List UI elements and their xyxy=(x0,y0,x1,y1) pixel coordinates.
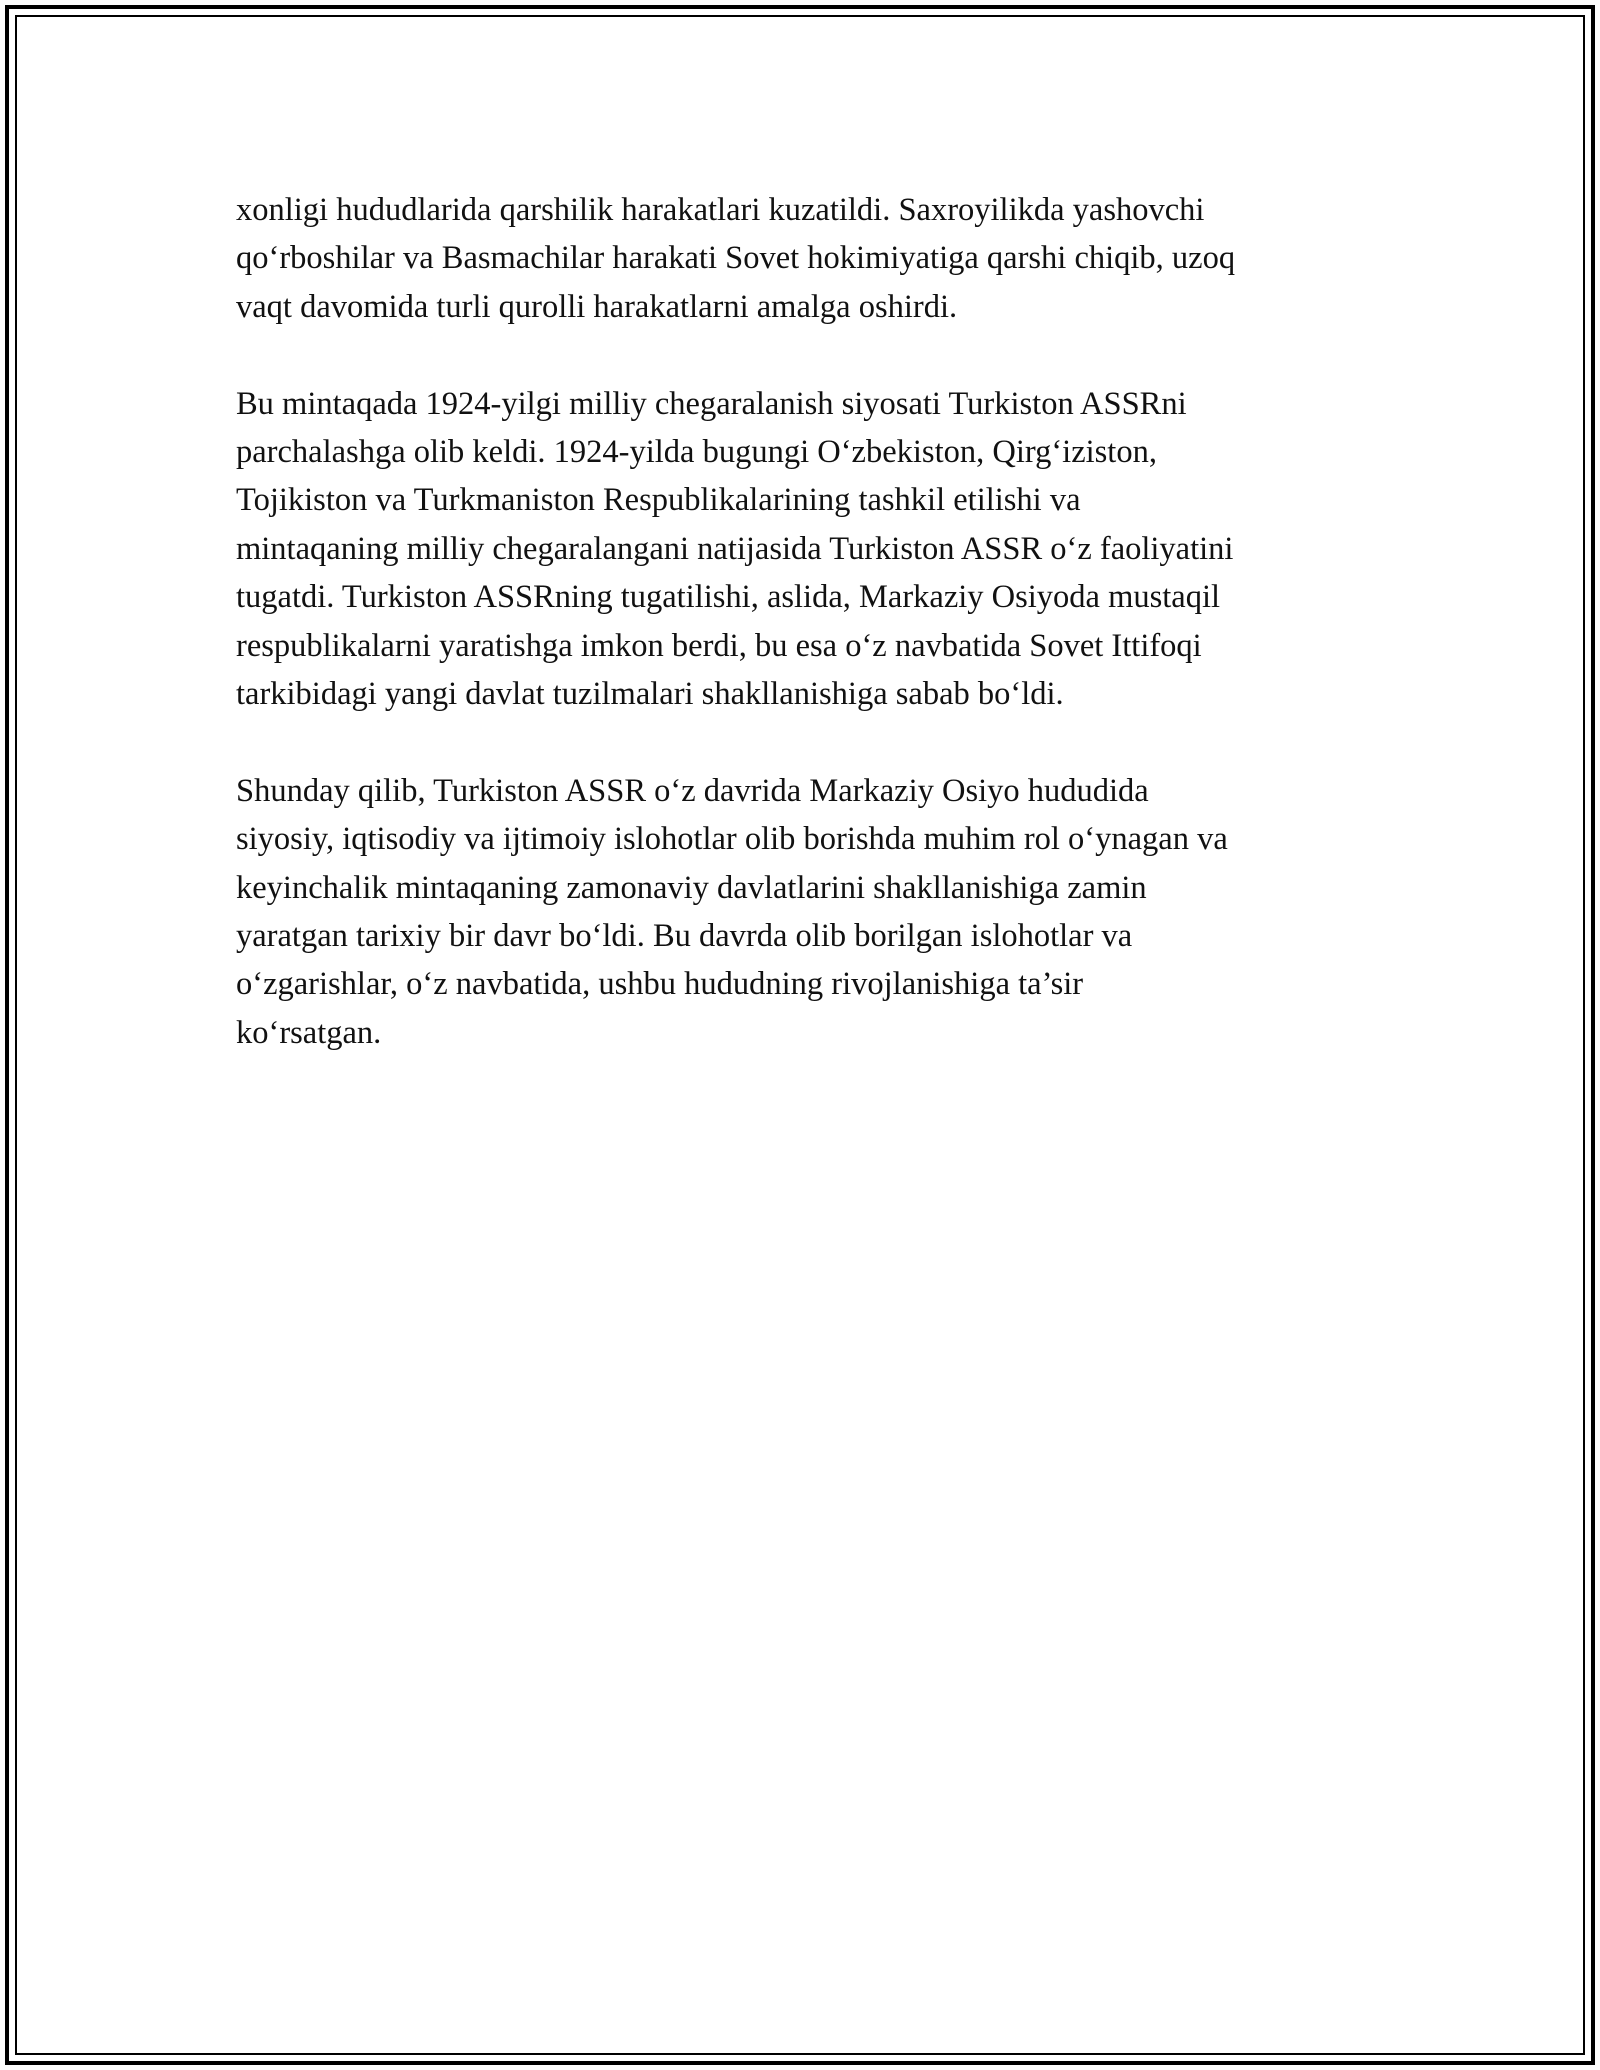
paragraph-3 xyxy=(236,767,1386,1057)
document-body xyxy=(236,186,1386,1057)
paragraph-2 xyxy=(236,380,1386,719)
paragraph-1 xyxy=(236,186,1386,331)
text-line: o‘zgarishlar, o‘z navbatida, ushbu hududning rivojlanishiga ta’sir xyxy=(236,966,1084,1003)
text-line: Tojikiston va Turkmaniston Respublikalarining tashkil etilishi va xyxy=(236,482,1081,519)
text-line: siyosiy, iqtisodiy va ijtimoiy islohotlar olib borishda muhim rol o‘ynagan va xyxy=(236,821,1228,858)
text-line: tarkibidagi yangi davlat tuzilmalari shakllanishiga sabab bo‘ldi. xyxy=(236,676,1064,713)
text-line: qo‘rboshilar va Basmachilar harakati Sovet hokimiyatiga qarshi chiqib, uzoq xyxy=(236,240,1236,277)
text-line: parchalashga olib keldi. 1924-yilda bugungi O‘zbekiston, Qirg‘iziston, xyxy=(236,434,1157,471)
text-line: vaqt davomida turli qurolli harakatlarni amalga oshirdi. xyxy=(236,288,958,325)
text-line: Shunday qilib, Turkiston ASSR o‘z davrida Markaziy Osiyo hududida xyxy=(236,772,1149,809)
text-line: yaratgan tarixiy bir davr bo‘ldi. Bu davrda olib borilgan islohotlar va xyxy=(236,918,1133,955)
text-line: xonligi hududlarida qarshilik harakatlari kuzatildi. Saxroyilikda yashovchi xyxy=(236,192,1205,228)
text-line: respublikalarni yaratishga imkon berdi, bu esa o‘z navbatida Sovet Ittifoqi xyxy=(236,627,1202,664)
text-line: ko‘rsatgan. xyxy=(236,1014,382,1051)
text-line: keyinchalik mintaqaning zamonaviy davlatlarini shakllanishiga zamin xyxy=(236,869,1147,906)
text-line: Bu mintaqada 1924-yilgi milliy chegaralanish siyosati Turkiston ASSRni xyxy=(236,385,1187,422)
text-line: mintaqaning milliy chegaralangani natijasida Turkiston ASSR o‘z faoliyatini xyxy=(236,530,1234,567)
text-line: tugatdi. Turkiston ASSRning tugatilishi, aslida, Markaziy Osiyoda mustaqil xyxy=(236,579,1221,616)
